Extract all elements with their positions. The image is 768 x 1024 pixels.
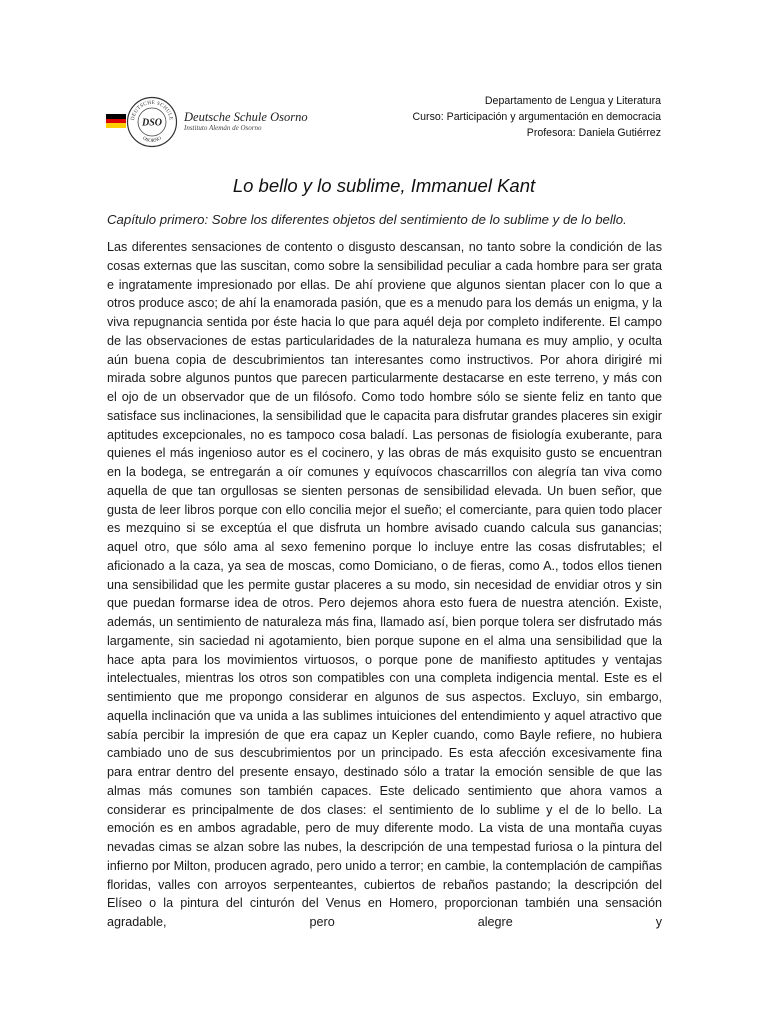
- svg-text:OSORNO: OSORNO: [141, 136, 163, 145]
- school-subtitle: Instituto Alemán de Osorno: [184, 124, 262, 132]
- chapter-heading: Capítulo primero: Sobre los diferentes objetos del sentimiento de lo sublime y de lo bello.: [107, 212, 627, 227]
- svg-text:DEUTSCHE SCHULE: DEUTSCHE SCHULE: [130, 99, 174, 121]
- course-name: Curso: Participación y argumentación en democracia: [412, 111, 661, 123]
- german-flag-icon: [106, 114, 126, 128]
- document-title: Lo bello y lo sublime, Immanuel Kant: [232, 175, 536, 196]
- svg-text:DSO: DSO: [141, 117, 163, 129]
- school-logo: [106, 96, 306, 148]
- teacher-name: Profesora: Daniela Gutiérrez: [526, 127, 661, 139]
- school-name: Deutsche Schule Osorno: [184, 110, 308, 124]
- school-seal-icon: [126, 96, 178, 148]
- body-paragraph: Las diferentes sensaciones de contento o disgusto descansan, no tanto sobre la condición de las cosas externas que las suscitan, como sobre la sensibilidad peculiar a cada hombre para ser grata e ingratamente impresionado por ellas. De ahí proviene que algunos sientan placer con lo que a otros produce asco; de ahí la enamorada pasión, que es a menudo para los demás un enigma, y la viva repugnancia sentida por éste hacia lo que para aquél deja por completo indiferente. El campo de las observaciones de estas particularidades de la naturaleza humana es muy amplio, y oculta aún buena copia de descubrimientos tan interesantes como instructivos. Por ahora dirigiré mi mirada sobre algunos puntos que parecen particularmente destacarse en este terreno, y más con el ojo de un observador que de un filósofo. Como todo hombre sólo se siente feliz en tanto que satisface sus inclinaciones, la sensibilidad que le capacita para disfrutar grandes placeres sin exigir aptitudes excepcionales, no es tampoco cosa baladí. Las personas de fisiología exuberante, para quienes el más ingenioso autor es el cocinero, y las obras de más exquisito gusto se encuentran en la bodega, se entregarán a oír comunes y equívocos chascarrillos con alegría tan viva como aquella de que tan orgullosas se sienten personas de sensibilidad elevada. Un buen señor, que gusta de leer libros porque con ello concilia mejor el sueño; el comerciante, para quien todo placer es mezquino si se exceptúa el que disfruta un hombre avisado cuando calcula sus ganancias; aquel otro, que sólo ama al sexo femenino porque lo incluye entre las cosas disfrutables; el aficionado a la caza, ya sea de moscas, como Domiciano, o de fieras, como A., todos ellos tienen una sensibilidad que les permite gustar placeres a su modo, sin necesidad de envidiar otros y sin que puedan formarse idea de otros. Pero dejemos ahora esto fuera de nuestra atención. Existe, además, un sentimiento de naturaleza más fina, llamado así, bien porque tolera ser disfrutado más largamente, sin saciedad ni agotamiento, bien porque supone en el alma una sensibilidad que la hace apta para los movimientos virtuosos, o porque pone de manifiesto aptitudes y ventajas intelectuales, mientras los otros son compatibles con una completa indigencia mental. Este es el sentimiento que me propongo considerar en algunos de sus aspectos. Excluyo, sin embargo, aquella inclinación que va unida a las sublimes intuiciones del entendimiento y aquel atractivo que sabía percibir la impresión de que era capaz un Kepler cuando, como Bayle refiere, no hubiera cambiado uno de sus descubrimientos por un principado. Es esta afección excesivamente fina para entrar dentro del presente ensayo, destinado sólo a tratar la emoción sensible de que las almas más comunes son también capaces. Este delicado sentimiento que ahora vamos a considerar es principalmente de dos clases: el sentimiento de lo sublime y el de lo bello. La emoción es en ambos agradable, pero de muy diferente modo. La vista de una montaña cuyas nevadas cimas se alzan sobre las nubes, la descripción de una tempestad furiosa o la pintura del infierno por Milton, producen agrado, pero unido a terror; en cambie, la contemplación de campiñas floridas, valles con arroyos serpenteantes, cubiertos de rebaños pastando; la descripción del Elíseo o la pintura del cinturón del Venus en Homero, proporcionan también una sensación agradable, pero alegre y: [107, 240, 662, 929]
- department-info: [413, 93, 662, 141]
- department-name: Departamento de Lengua y Literatura: [484, 95, 661, 107]
